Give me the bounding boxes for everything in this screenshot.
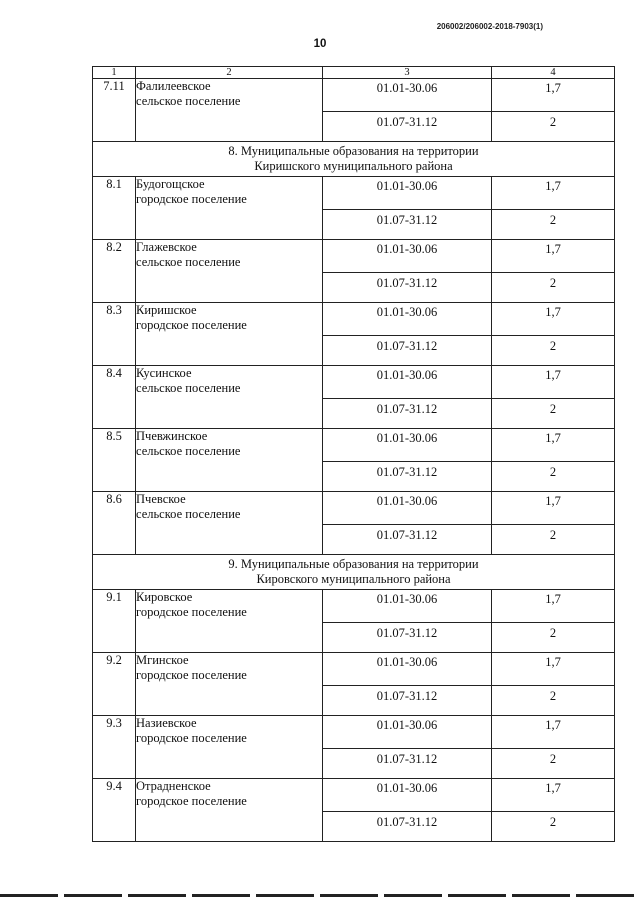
period-cell: 01.01-30.06 <box>323 590 492 623</box>
period-cell: 01.07-31.12 <box>323 399 492 429</box>
period-cell: 01.07-31.12 <box>323 525 492 555</box>
row-number: 9.3 <box>93 716 136 779</box>
value-cell: 2 <box>492 749 615 779</box>
value-cell: 1,7 <box>492 429 615 462</box>
period-cell: 01.07-31.12 <box>323 210 492 240</box>
table-body <box>93 67 615 842</box>
row-number: 7.11 <box>93 79 136 142</box>
municipality-type-line: городское поселение <box>136 794 247 808</box>
page-bottom-rule <box>0 894 640 897</box>
period-cell: 01.01-30.06 <box>323 429 492 462</box>
section-title-line: 8. Муниципальные образования на территории <box>228 144 479 158</box>
table-row <box>93 492 615 525</box>
municipality-type-line: сельское поселение <box>136 444 241 458</box>
row-number: 8.2 <box>93 240 136 303</box>
period-cell: 01.01-30.06 <box>323 366 492 399</box>
table-row <box>93 366 615 399</box>
value-cell: 2 <box>492 399 615 429</box>
row-number: 9.1 <box>93 590 136 653</box>
column-header: 2 <box>136 67 323 79</box>
table-row <box>93 79 615 112</box>
row-number: 8.1 <box>93 177 136 240</box>
table-row <box>93 177 615 210</box>
table-row <box>93 303 615 336</box>
value-cell: 2 <box>492 336 615 366</box>
value-cell: 2 <box>492 462 615 492</box>
municipality-name-line: Киришское <box>136 303 197 317</box>
municipality-name-line: Глажевское <box>136 240 197 254</box>
municipality-name-line: Кусинское <box>136 366 192 380</box>
section-title-line: Кировского муниципального района <box>256 572 451 586</box>
period-cell: 01.07-31.12 <box>323 812 492 842</box>
value-cell: 1,7 <box>492 492 615 525</box>
period-cell: 01.07-31.12 <box>323 273 492 303</box>
column-header-row <box>93 67 615 79</box>
section-header-row <box>93 555 615 590</box>
value-cell: 1,7 <box>492 590 615 623</box>
municipality-name <box>136 429 323 492</box>
section-title <box>93 142 615 177</box>
column-header: 4 <box>492 67 615 79</box>
period-cell: 01.07-31.12 <box>323 112 492 142</box>
section-title-line: 9. Муниципальные образования на территории <box>228 557 479 571</box>
table-row <box>93 240 615 273</box>
municipality-name-line: Пчевское <box>136 492 186 506</box>
municipality-name-line: Пчевжинское <box>136 429 208 443</box>
municipality-type-line: сельское поселение <box>136 381 241 395</box>
column-header: 3 <box>323 67 492 79</box>
table-row <box>93 779 615 812</box>
municipality-name-line: Фалилеевское <box>136 79 211 93</box>
municipality-type-line: городское поселение <box>136 605 247 619</box>
municipality-type-line: городское поселение <box>136 192 247 206</box>
section-title <box>93 555 615 590</box>
value-cell: 2 <box>492 210 615 240</box>
period-cell: 01.07-31.12 <box>323 686 492 716</box>
municipality-type-line: сельское поселение <box>136 94 241 108</box>
table-row <box>93 429 615 462</box>
value-cell: 1,7 <box>492 303 615 336</box>
value-cell: 1,7 <box>492 716 615 749</box>
value-cell: 1,7 <box>492 653 615 686</box>
municipality-name-line: Мгинское <box>136 653 189 667</box>
value-cell: 2 <box>492 112 615 142</box>
tariff-table <box>92 66 615 842</box>
period-cell: 01.07-31.12 <box>323 623 492 653</box>
column-header: 1 <box>93 67 136 79</box>
municipality-name-line: Назиевское <box>136 716 197 730</box>
municipality-name-line: Кировское <box>136 590 193 604</box>
row-number: 8.6 <box>93 492 136 555</box>
row-number: 8.3 <box>93 303 136 366</box>
municipality-type-line: городское поселение <box>136 668 247 682</box>
row-number: 9.4 <box>93 779 136 842</box>
value-cell: 2 <box>492 686 615 716</box>
section-header-row <box>93 142 615 177</box>
period-cell: 01.01-30.06 <box>323 492 492 525</box>
municipality-name <box>136 79 323 142</box>
page-number: 10 <box>313 38 327 50</box>
period-cell: 01.01-30.06 <box>323 240 492 273</box>
municipality-type-line: сельское поселение <box>136 255 241 269</box>
municipality-name-line: Будогощское <box>136 177 205 191</box>
period-cell: 01.07-31.12 <box>323 336 492 366</box>
period-cell: 01.01-30.06 <box>323 79 492 112</box>
period-cell: 01.01-30.06 <box>323 779 492 812</box>
period-cell: 01.01-30.06 <box>323 303 492 336</box>
value-cell: 2 <box>492 623 615 653</box>
municipality-name <box>136 240 323 303</box>
document-id: 206002/206002-2018-7903(1) <box>436 22 543 31</box>
municipality-name <box>136 779 323 842</box>
value-cell: 1,7 <box>492 79 615 112</box>
period-cell: 01.07-31.12 <box>323 749 492 779</box>
municipality-name-line: Отрадненское <box>136 779 211 793</box>
municipality-name <box>136 590 323 653</box>
municipality-name <box>136 716 323 779</box>
table-row <box>93 653 615 686</box>
table-row <box>93 716 615 749</box>
municipality-name <box>136 177 323 240</box>
value-cell: 2 <box>492 812 615 842</box>
period-cell: 01.01-30.06 <box>323 716 492 749</box>
value-cell: 2 <box>492 273 615 303</box>
municipality-type-line: городское поселение <box>136 731 247 745</box>
value-cell: 1,7 <box>492 366 615 399</box>
period-cell: 01.01-30.06 <box>323 653 492 686</box>
period-cell: 01.01-30.06 <box>323 177 492 210</box>
row-number: 8.4 <box>93 366 136 429</box>
table-row <box>93 590 615 623</box>
value-cell: 1,7 <box>492 240 615 273</box>
municipality-type-line: сельское поселение <box>136 507 241 521</box>
section-title-line: Киришского муниципального района <box>254 159 453 173</box>
municipality-type-line: городское поселение <box>136 318 247 332</box>
value-cell: 2 <box>492 525 615 555</box>
municipality-name <box>136 366 323 429</box>
row-number: 8.5 <box>93 429 136 492</box>
row-number: 9.2 <box>93 653 136 716</box>
value-cell: 1,7 <box>492 177 615 210</box>
value-cell: 1,7 <box>492 779 615 812</box>
period-cell: 01.07-31.12 <box>323 462 492 492</box>
municipality-name <box>136 492 323 555</box>
municipality-name <box>136 653 323 716</box>
municipality-name <box>136 303 323 366</box>
